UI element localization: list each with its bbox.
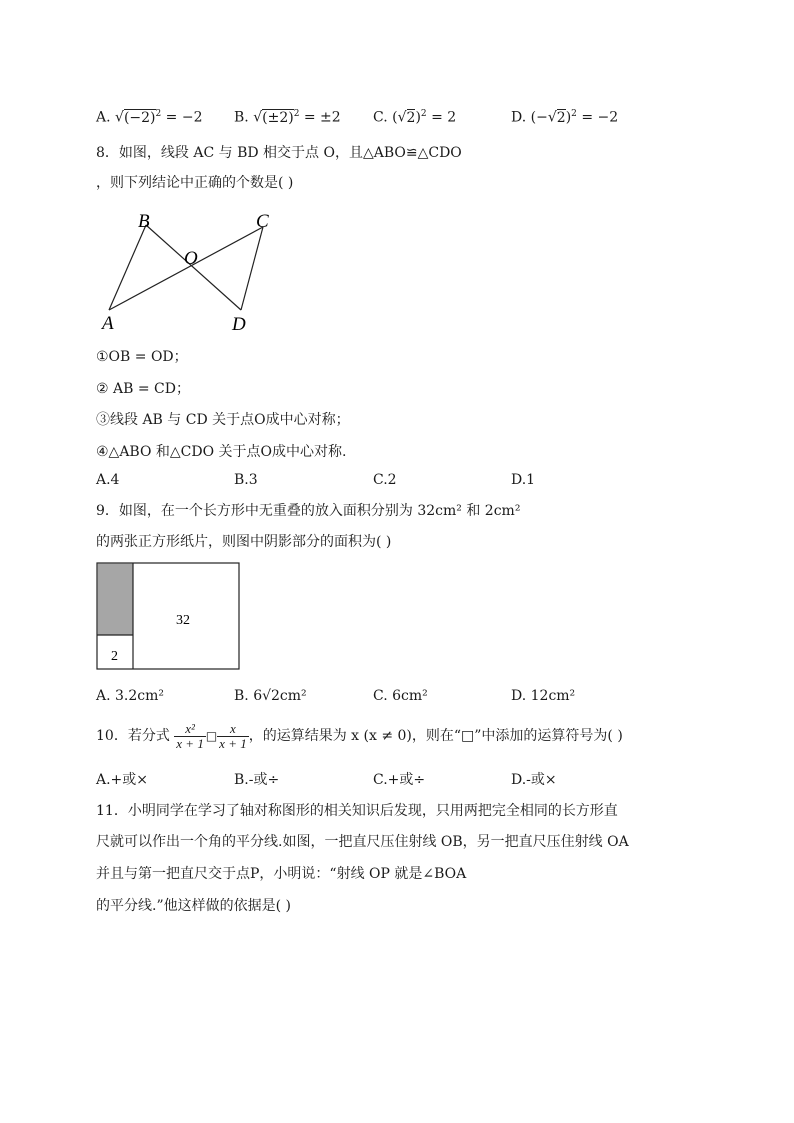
small-square-label: 2 bbox=[111, 649, 118, 664]
q8-option-a: A.4 bbox=[96, 472, 120, 488]
q9-figure bbox=[96, 562, 242, 672]
q10-option-d: D.-或× bbox=[511, 772, 557, 788]
q8-option-d: D.1 bbox=[511, 472, 536, 488]
q8-statement-4: ④△ABO 和△CDO 关于点O成中心对称. bbox=[96, 444, 347, 460]
q7-option-c: C. $(√2)^2 = 2$ bbox=[373, 109, 457, 126]
q9-option-c: C. 6cm² bbox=[373, 688, 428, 704]
q11-line1: 11．小明同学在学习了轴对称图形的相关知识后发现，只用两把完全相同的长方形直 bbox=[96, 803, 618, 819]
q7-option-d: D. $(-√2)^2 = -2$ bbox=[511, 109, 619, 126]
label-c: C bbox=[256, 211, 269, 232]
sqrt-sign: √ bbox=[253, 109, 263, 126]
label-b: B bbox=[138, 211, 150, 232]
sqrt-sign: √ bbox=[397, 109, 407, 126]
q9-stem-line2: 的两张正方形纸片，则图中阴影部分的面积为( ) bbox=[96, 534, 392, 550]
operator-box: □ bbox=[205, 729, 218, 743]
q8-statement-3: ③线段 AB 与 CD 关于点O成中心对称； bbox=[96, 412, 350, 428]
q11-line4: 的平分线.”他这样做的依据是( ) bbox=[96, 898, 291, 914]
fraction-2: $\frac{x}{x + 1}$ bbox=[219, 720, 247, 751]
q8-stem-line1: 8．如图，线段 AC 与 BD 相交于点 O，且△ABO≌△CDO bbox=[96, 145, 462, 161]
q8-stem-line2: ，则下列结论中正确的个数是( ) bbox=[96, 175, 294, 191]
label-d: D bbox=[232, 314, 246, 335]
q8-option-c: C.2 bbox=[373, 472, 397, 488]
q8-figure bbox=[96, 205, 286, 335]
segment-ab bbox=[109, 225, 146, 310]
q9-option-a: A. 3.2cm² bbox=[96, 688, 165, 704]
label-a: A bbox=[102, 313, 114, 334]
q10-option-b: B.-或÷ bbox=[234, 772, 280, 788]
q8-statement-2: ② AB = CD； bbox=[96, 381, 190, 397]
sqrt-sign: √ bbox=[115, 109, 124, 126]
q9-option-b: B. 6√2cm² bbox=[234, 688, 307, 704]
q11-line3: 并且与第一把直尺交于点P，小明说：“射线 OP 就是∠BOA bbox=[96, 866, 467, 882]
q9-stem-line1: 9．如图，在一个长方形中无重叠的放入面积分别为 32cm² 和 2cm² bbox=[96, 503, 521, 519]
q7-a-radicand: (−2) bbox=[123, 109, 156, 126]
q8-statement-1: ①OB = OD； bbox=[96, 349, 188, 365]
shaded-region bbox=[97, 563, 133, 635]
big-square-label: 32 bbox=[176, 613, 190, 628]
q7-option-b: B. $√(\pm 2)^2 = \pm 2$ bbox=[234, 109, 341, 126]
q10-option-c: C.+或÷ bbox=[373, 772, 426, 788]
segment-cd bbox=[241, 227, 263, 310]
q10-option-a: A.+或× bbox=[96, 772, 149, 788]
sqrt-sign: √ bbox=[547, 109, 557, 126]
q9-option-d: D. 12cm² bbox=[511, 688, 576, 704]
q7-option-a: A. $√(-2)^2 = -2$ bbox=[96, 109, 203, 126]
q10-stem: 10．若分式 $\frac{\text{x²}}{x + 1}$ □ $\frac{x}{x + 1}$ ，的运算结果为 x (x ≠ 0)，则在“□”中添加的运算符号为( ) bbox=[96, 720, 623, 751]
q8-option-b: B.3 bbox=[234, 472, 258, 488]
label-o: O bbox=[184, 248, 198, 269]
q11-line2: 尺就可以作出一个角的平分线.如图，一把直尺压住射线 OB，另一把直尺压住射线 OA bbox=[96, 834, 629, 850]
fraction-1: $\frac{\text{x²}}{x + 1}$ bbox=[176, 720, 204, 751]
